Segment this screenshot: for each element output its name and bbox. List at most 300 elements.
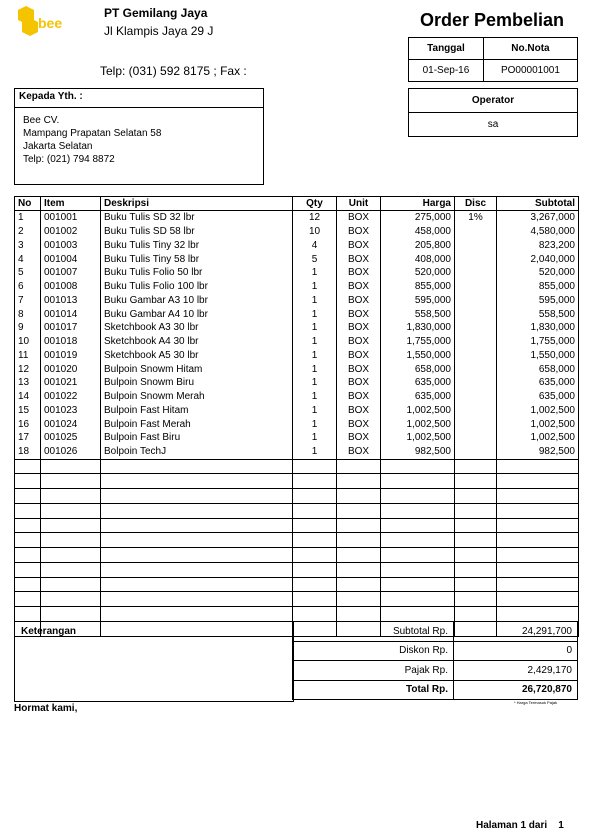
cell-qty: 1 bbox=[293, 280, 337, 294]
empty-cell bbox=[101, 562, 293, 577]
cell-unit: BOX bbox=[337, 404, 381, 418]
company-logo bbox=[12, 6, 92, 38]
col-header-unit: Unit bbox=[337, 197, 381, 211]
cell-qty: 1 bbox=[293, 376, 337, 390]
tanggal-label: Tanggal bbox=[409, 38, 484, 60]
cell-no: 15 bbox=[15, 404, 41, 418]
cell-no: 5 bbox=[15, 266, 41, 280]
recipient-city: Jakarta Selatan bbox=[23, 141, 93, 152]
empty-cell bbox=[455, 489, 497, 504]
diskon-value: 0 bbox=[454, 641, 578, 661]
empty-cell bbox=[381, 548, 455, 563]
empty-cell bbox=[455, 592, 497, 607]
cell-subtotal: 595,000 bbox=[497, 294, 579, 308]
empty-cell bbox=[41, 489, 101, 504]
recipient-box bbox=[14, 88, 264, 185]
empty-cell bbox=[455, 607, 497, 622]
cell-unit: BOX bbox=[337, 225, 381, 239]
empty-cell bbox=[381, 592, 455, 607]
svg-text:bee: bee bbox=[38, 15, 63, 31]
cell-no: 9 bbox=[15, 321, 41, 335]
items-table bbox=[14, 196, 579, 637]
empty-cell bbox=[337, 459, 381, 474]
empty-cell bbox=[455, 562, 497, 577]
empty-cell bbox=[497, 548, 579, 563]
empty-cell bbox=[455, 459, 497, 474]
empty-cell bbox=[381, 489, 455, 504]
empty-cell bbox=[15, 518, 41, 533]
cell-harga: 520,000 bbox=[381, 266, 455, 280]
empty-cell bbox=[497, 592, 579, 607]
cell-subtotal: 823,200 bbox=[497, 239, 579, 253]
empty-cell bbox=[497, 489, 579, 504]
cell-subtotal: 558,500 bbox=[497, 307, 579, 321]
cell-item: 001026 bbox=[41, 445, 101, 459]
cell-deskripsi: Buku Tulis Folio 50 lbr bbox=[101, 266, 293, 280]
cell-disc bbox=[455, 390, 497, 404]
cell-harga: 855,000 bbox=[381, 280, 455, 294]
col-header-disc: Disc bbox=[455, 197, 497, 211]
cell-subtotal: 658,000 bbox=[497, 362, 579, 376]
empty-cell bbox=[15, 577, 41, 592]
recipient-street: Mampang Prapatan Selatan 58 bbox=[23, 128, 162, 139]
empty-cell bbox=[41, 459, 101, 474]
table-row bbox=[15, 349, 579, 363]
cell-no: 7 bbox=[15, 294, 41, 308]
empty-cell bbox=[497, 562, 579, 577]
company-address: Jl Klampis Jaya 29 J bbox=[104, 24, 214, 38]
empty-cell bbox=[41, 518, 101, 533]
cell-disc bbox=[455, 362, 497, 376]
cell-item: 001024 bbox=[41, 417, 101, 431]
date-nota-table bbox=[408, 37, 578, 82]
table-row bbox=[15, 376, 579, 390]
cell-unit: BOX bbox=[337, 294, 381, 308]
cell-unit: BOX bbox=[337, 266, 381, 280]
cell-harga: 982,500 bbox=[381, 445, 455, 459]
empty-cell bbox=[41, 607, 101, 622]
empty-cell bbox=[337, 533, 381, 548]
cell-disc bbox=[455, 404, 497, 418]
keterangan-box bbox=[14, 621, 294, 702]
cell-harga: 1,755,000 bbox=[381, 335, 455, 349]
empty-row bbox=[15, 607, 579, 622]
cell-disc bbox=[455, 239, 497, 253]
cell-disc bbox=[455, 321, 497, 335]
cell-qty: 12 bbox=[293, 211, 337, 225]
cell-item: 001013 bbox=[41, 294, 101, 308]
cell-deskripsi: Buku Tulis SD 32 lbr bbox=[101, 211, 293, 225]
cell-no: 11 bbox=[15, 349, 41, 363]
recipient-phone: Telp: (021) 794 8872 bbox=[23, 154, 115, 165]
empty-cell bbox=[455, 474, 497, 489]
empty-cell bbox=[337, 577, 381, 592]
cell-no: 1 bbox=[15, 211, 41, 225]
cell-qty: 1 bbox=[293, 307, 337, 321]
table-row bbox=[15, 280, 579, 294]
cell-disc bbox=[455, 294, 497, 308]
empty-cell bbox=[497, 533, 579, 548]
cell-item: 001003 bbox=[41, 239, 101, 253]
cell-deskripsi: Sketchbook A3 30 lbr bbox=[101, 321, 293, 335]
table-row bbox=[15, 294, 579, 308]
empty-cell bbox=[41, 577, 101, 592]
table-row bbox=[15, 225, 579, 239]
cell-item: 001014 bbox=[41, 307, 101, 321]
cell-qty: 1 bbox=[293, 294, 337, 308]
cell-disc bbox=[455, 280, 497, 294]
empty-cell bbox=[293, 489, 337, 504]
cell-unit: BOX bbox=[337, 362, 381, 376]
empty-cell bbox=[41, 474, 101, 489]
cell-deskripsi: Buku Tulis Tiny 32 lbr bbox=[101, 239, 293, 253]
empty-cell bbox=[293, 533, 337, 548]
cell-qty: 1 bbox=[293, 349, 337, 363]
table-row bbox=[15, 335, 579, 349]
empty-cell bbox=[381, 562, 455, 577]
cell-no: 16 bbox=[15, 417, 41, 431]
cell-item: 001018 bbox=[41, 335, 101, 349]
empty-cell bbox=[101, 607, 293, 622]
empty-cell bbox=[293, 474, 337, 489]
empty-cell bbox=[101, 489, 293, 504]
keterangan-label: Keterangan bbox=[21, 626, 77, 637]
empty-cell bbox=[15, 592, 41, 607]
cell-qty: 4 bbox=[293, 239, 337, 253]
empty-cell bbox=[293, 503, 337, 518]
empty-cell bbox=[337, 474, 381, 489]
cell-unit: BOX bbox=[337, 252, 381, 266]
nota-label: No.Nota bbox=[483, 38, 577, 60]
cell-item: 001001 bbox=[41, 211, 101, 225]
cell-no: 6 bbox=[15, 280, 41, 294]
table-row bbox=[15, 252, 579, 266]
empty-row bbox=[15, 503, 579, 518]
table-row bbox=[15, 362, 579, 376]
empty-cell bbox=[455, 548, 497, 563]
cell-unit: BOX bbox=[337, 445, 381, 459]
empty-cell bbox=[101, 533, 293, 548]
cell-subtotal: 3,267,000 bbox=[497, 211, 579, 225]
empty-cell bbox=[15, 607, 41, 622]
cell-subtotal: 635,000 bbox=[497, 376, 579, 390]
cell-harga: 408,000 bbox=[381, 252, 455, 266]
empty-row bbox=[15, 518, 579, 533]
empty-row bbox=[15, 533, 579, 548]
cell-deskripsi: Bulpoin Snowm Hitam bbox=[101, 362, 293, 376]
table-header-row bbox=[15, 197, 579, 211]
empty-cell bbox=[101, 548, 293, 563]
cell-item: 001022 bbox=[41, 390, 101, 404]
cell-harga: 1,002,500 bbox=[381, 404, 455, 418]
empty-cell bbox=[41, 592, 101, 607]
empty-cell bbox=[15, 533, 41, 548]
cell-qty: 1 bbox=[293, 404, 337, 418]
cell-deskripsi: Buku Tulis SD 58 lbr bbox=[101, 225, 293, 239]
table-row bbox=[15, 431, 579, 445]
tax-note: * Harga Termasuk Pajak bbox=[514, 700, 558, 705]
cell-no: 10 bbox=[15, 335, 41, 349]
empty-cell bbox=[381, 518, 455, 533]
empty-cell bbox=[381, 503, 455, 518]
cell-no: 8 bbox=[15, 307, 41, 321]
cell-harga: 1,550,000 bbox=[381, 349, 455, 363]
empty-cell bbox=[497, 607, 579, 622]
empty-cell bbox=[15, 474, 41, 489]
cell-item: 001023 bbox=[41, 404, 101, 418]
table-row bbox=[15, 239, 579, 253]
cell-qty: 1 bbox=[293, 266, 337, 280]
cell-item: 001025 bbox=[41, 431, 101, 445]
cell-deskripsi: Bulpoin Snowm Biru bbox=[101, 376, 293, 390]
cell-deskripsi: Sketchbook A5 30 lbr bbox=[101, 349, 293, 363]
cell-no: 13 bbox=[15, 376, 41, 390]
empty-cell bbox=[455, 518, 497, 533]
cell-qty: 5 bbox=[293, 252, 337, 266]
cell-qty: 1 bbox=[293, 362, 337, 376]
cell-deskripsi: Bulpoin Fast Biru bbox=[101, 431, 293, 445]
col-header-subtotal: Subtotal bbox=[497, 197, 579, 211]
empty-cell bbox=[381, 577, 455, 592]
cell-disc bbox=[455, 266, 497, 280]
empty-cell bbox=[41, 548, 101, 563]
operator-label: Operator bbox=[409, 89, 578, 113]
cell-subtotal: 2,040,000 bbox=[497, 252, 579, 266]
empty-cell bbox=[41, 562, 101, 577]
cell-unit: BOX bbox=[337, 280, 381, 294]
empty-cell bbox=[497, 503, 579, 518]
page-number: Halaman 1 dari 1 bbox=[476, 820, 564, 831]
cell-harga: 458,000 bbox=[381, 225, 455, 239]
cell-harga: 1,002,500 bbox=[381, 417, 455, 431]
empty-cell bbox=[293, 562, 337, 577]
empty-cell bbox=[337, 548, 381, 563]
empty-cell bbox=[101, 474, 293, 489]
table-row bbox=[15, 390, 579, 404]
cell-item: 001002 bbox=[41, 225, 101, 239]
empty-cell bbox=[101, 459, 293, 474]
operator-value: sa bbox=[409, 113, 578, 137]
cell-subtotal: 1,550,000 bbox=[497, 349, 579, 363]
cell-disc bbox=[455, 335, 497, 349]
cell-subtotal: 1,002,500 bbox=[497, 417, 579, 431]
empty-cell bbox=[497, 577, 579, 592]
cell-unit: BOX bbox=[337, 211, 381, 225]
empty-cell bbox=[15, 562, 41, 577]
table-row bbox=[15, 307, 579, 321]
empty-cell bbox=[337, 489, 381, 504]
pajak-value: 2,429,170 bbox=[454, 661, 578, 681]
empty-cell bbox=[337, 503, 381, 518]
cell-subtotal: 982,500 bbox=[497, 445, 579, 459]
empty-cell bbox=[455, 577, 497, 592]
empty-cell bbox=[41, 503, 101, 518]
cell-no: 17 bbox=[15, 431, 41, 445]
empty-cell bbox=[15, 489, 41, 504]
empty-cell bbox=[293, 607, 337, 622]
cell-subtotal: 1,002,500 bbox=[497, 404, 579, 418]
cell-deskripsi: Sketchbook A4 30 lbr bbox=[101, 335, 293, 349]
cell-disc: 1% bbox=[455, 211, 497, 225]
cell-disc bbox=[455, 252, 497, 266]
empty-cell bbox=[497, 518, 579, 533]
cell-harga: 1,830,000 bbox=[381, 321, 455, 335]
empty-row bbox=[15, 577, 579, 592]
col-header-deskripsi: Deskripsi bbox=[101, 197, 293, 211]
table-row bbox=[15, 211, 579, 225]
empty-cell bbox=[293, 459, 337, 474]
cell-unit: BOX bbox=[337, 335, 381, 349]
empty-row bbox=[15, 562, 579, 577]
tanggal-value: 01-Sep-16 bbox=[409, 60, 484, 82]
empty-row bbox=[15, 489, 579, 504]
cell-deskripsi: Buku Tulis Folio 100 lbr bbox=[101, 280, 293, 294]
summary-table bbox=[292, 621, 578, 700]
cell-unit: BOX bbox=[337, 307, 381, 321]
cell-unit: BOX bbox=[337, 239, 381, 253]
recipient-label: Kepada Yth. : bbox=[15, 89, 263, 108]
col-header-harga: Harga bbox=[381, 197, 455, 211]
cell-harga: 658,000 bbox=[381, 362, 455, 376]
empty-cell bbox=[293, 577, 337, 592]
cell-deskripsi: Bulpoin Fast Merah bbox=[101, 417, 293, 431]
cell-disc bbox=[455, 431, 497, 445]
cell-qty: 1 bbox=[293, 390, 337, 404]
cell-item: 001020 bbox=[41, 362, 101, 376]
cell-deskripsi: Bolpoin TechJ bbox=[101, 445, 293, 459]
empty-cell bbox=[293, 518, 337, 533]
recipient-name: Bee CV. bbox=[23, 115, 60, 126]
table-row bbox=[15, 404, 579, 418]
empty-cell bbox=[15, 503, 41, 518]
col-header-no: No bbox=[15, 197, 41, 211]
cell-qty: 1 bbox=[293, 335, 337, 349]
cell-disc bbox=[455, 376, 497, 390]
empty-row bbox=[15, 592, 579, 607]
document-title: Order Pembelian bbox=[420, 10, 565, 30]
cell-subtotal: 1,830,000 bbox=[497, 321, 579, 335]
cell-disc bbox=[455, 349, 497, 363]
cell-item: 001019 bbox=[41, 349, 101, 363]
empty-cell bbox=[381, 459, 455, 474]
table-row bbox=[15, 321, 579, 335]
cell-harga: 595,000 bbox=[381, 294, 455, 308]
cell-unit: BOX bbox=[337, 376, 381, 390]
table-row bbox=[15, 417, 579, 431]
empty-row bbox=[15, 459, 579, 474]
empty-cell bbox=[455, 503, 497, 518]
table-row bbox=[15, 266, 579, 280]
cell-disc bbox=[455, 417, 497, 431]
empty-cell bbox=[381, 533, 455, 548]
cell-harga: 205,800 bbox=[381, 239, 455, 253]
cell-deskripsi: Buku Gambar A3 10 lbr bbox=[101, 294, 293, 308]
cell-disc bbox=[455, 445, 497, 459]
cell-no: 18 bbox=[15, 445, 41, 459]
cell-subtotal: 1,755,000 bbox=[497, 335, 579, 349]
cell-no: 4 bbox=[15, 252, 41, 266]
cell-item: 001004 bbox=[41, 252, 101, 266]
cell-unit: BOX bbox=[337, 321, 381, 335]
cell-deskripsi: Buku Gambar A4 10 lbr bbox=[101, 307, 293, 321]
subtotal-value: 24,291,700 bbox=[454, 622, 578, 642]
cell-subtotal: 1,002,500 bbox=[497, 431, 579, 445]
cell-subtotal: 635,000 bbox=[497, 390, 579, 404]
cell-deskripsi: Buku Tulis Tiny 58 lbr bbox=[101, 252, 293, 266]
cell-qty: 1 bbox=[293, 417, 337, 431]
signature-label: Hormat kami, bbox=[14, 703, 78, 714]
empty-cell bbox=[15, 548, 41, 563]
empty-cell bbox=[381, 474, 455, 489]
empty-cell bbox=[381, 607, 455, 622]
cell-harga: 635,000 bbox=[381, 376, 455, 390]
cell-no: 3 bbox=[15, 239, 41, 253]
subtotal-label: Subtotal Rp. bbox=[293, 622, 454, 642]
cell-harga: 275,000 bbox=[381, 211, 455, 225]
total-value: 26,720,870 bbox=[454, 680, 578, 700]
empty-cell bbox=[497, 459, 579, 474]
cell-disc bbox=[455, 307, 497, 321]
cell-item: 001021 bbox=[41, 376, 101, 390]
empty-cell bbox=[101, 577, 293, 592]
cell-no: 12 bbox=[15, 362, 41, 376]
empty-cell bbox=[337, 592, 381, 607]
cell-disc bbox=[455, 225, 497, 239]
empty-cell bbox=[293, 592, 337, 607]
col-header-item: Item bbox=[41, 197, 101, 211]
diskon-label: Diskon Rp. bbox=[293, 641, 454, 661]
company-phone: Telp: (031) 592 8175 ; Fax : bbox=[100, 64, 247, 78]
company-name: PT Gemilang Jaya bbox=[104, 6, 208, 20]
empty-cell bbox=[293, 548, 337, 563]
table-row bbox=[15, 445, 579, 459]
cell-no: 14 bbox=[15, 390, 41, 404]
empty-row bbox=[15, 474, 579, 489]
cell-qty: 1 bbox=[293, 321, 337, 335]
cell-qty: 1 bbox=[293, 445, 337, 459]
cell-deskripsi: Bulpoin Fast Hitam bbox=[101, 404, 293, 418]
operator-table bbox=[408, 88, 578, 137]
cell-item: 001017 bbox=[41, 321, 101, 335]
cell-no: 2 bbox=[15, 225, 41, 239]
cell-unit: BOX bbox=[337, 417, 381, 431]
empty-cell bbox=[101, 518, 293, 533]
cell-qty: 1 bbox=[293, 431, 337, 445]
cell-unit: BOX bbox=[337, 349, 381, 363]
empty-cell bbox=[337, 562, 381, 577]
empty-cell bbox=[497, 474, 579, 489]
cell-unit: BOX bbox=[337, 390, 381, 404]
cell-harga: 558,500 bbox=[381, 307, 455, 321]
cell-deskripsi: Bulpoin Snowm Merah bbox=[101, 390, 293, 404]
cell-subtotal: 855,000 bbox=[497, 280, 579, 294]
cell-subtotal: 4,580,000 bbox=[497, 225, 579, 239]
total-label: Total Rp. bbox=[293, 680, 454, 700]
empty-row bbox=[15, 548, 579, 563]
empty-cell bbox=[15, 459, 41, 474]
cell-qty: 10 bbox=[293, 225, 337, 239]
cell-subtotal: 520,000 bbox=[497, 266, 579, 280]
cell-item: 001007 bbox=[41, 266, 101, 280]
cell-unit: BOX bbox=[337, 431, 381, 445]
empty-cell bbox=[101, 592, 293, 607]
nota-value: PO00001001 bbox=[483, 60, 577, 82]
empty-cell bbox=[101, 503, 293, 518]
pajak-label: Pajak Rp. bbox=[293, 661, 454, 681]
cell-harga: 635,000 bbox=[381, 390, 455, 404]
empty-cell bbox=[455, 533, 497, 548]
empty-cell bbox=[337, 518, 381, 533]
